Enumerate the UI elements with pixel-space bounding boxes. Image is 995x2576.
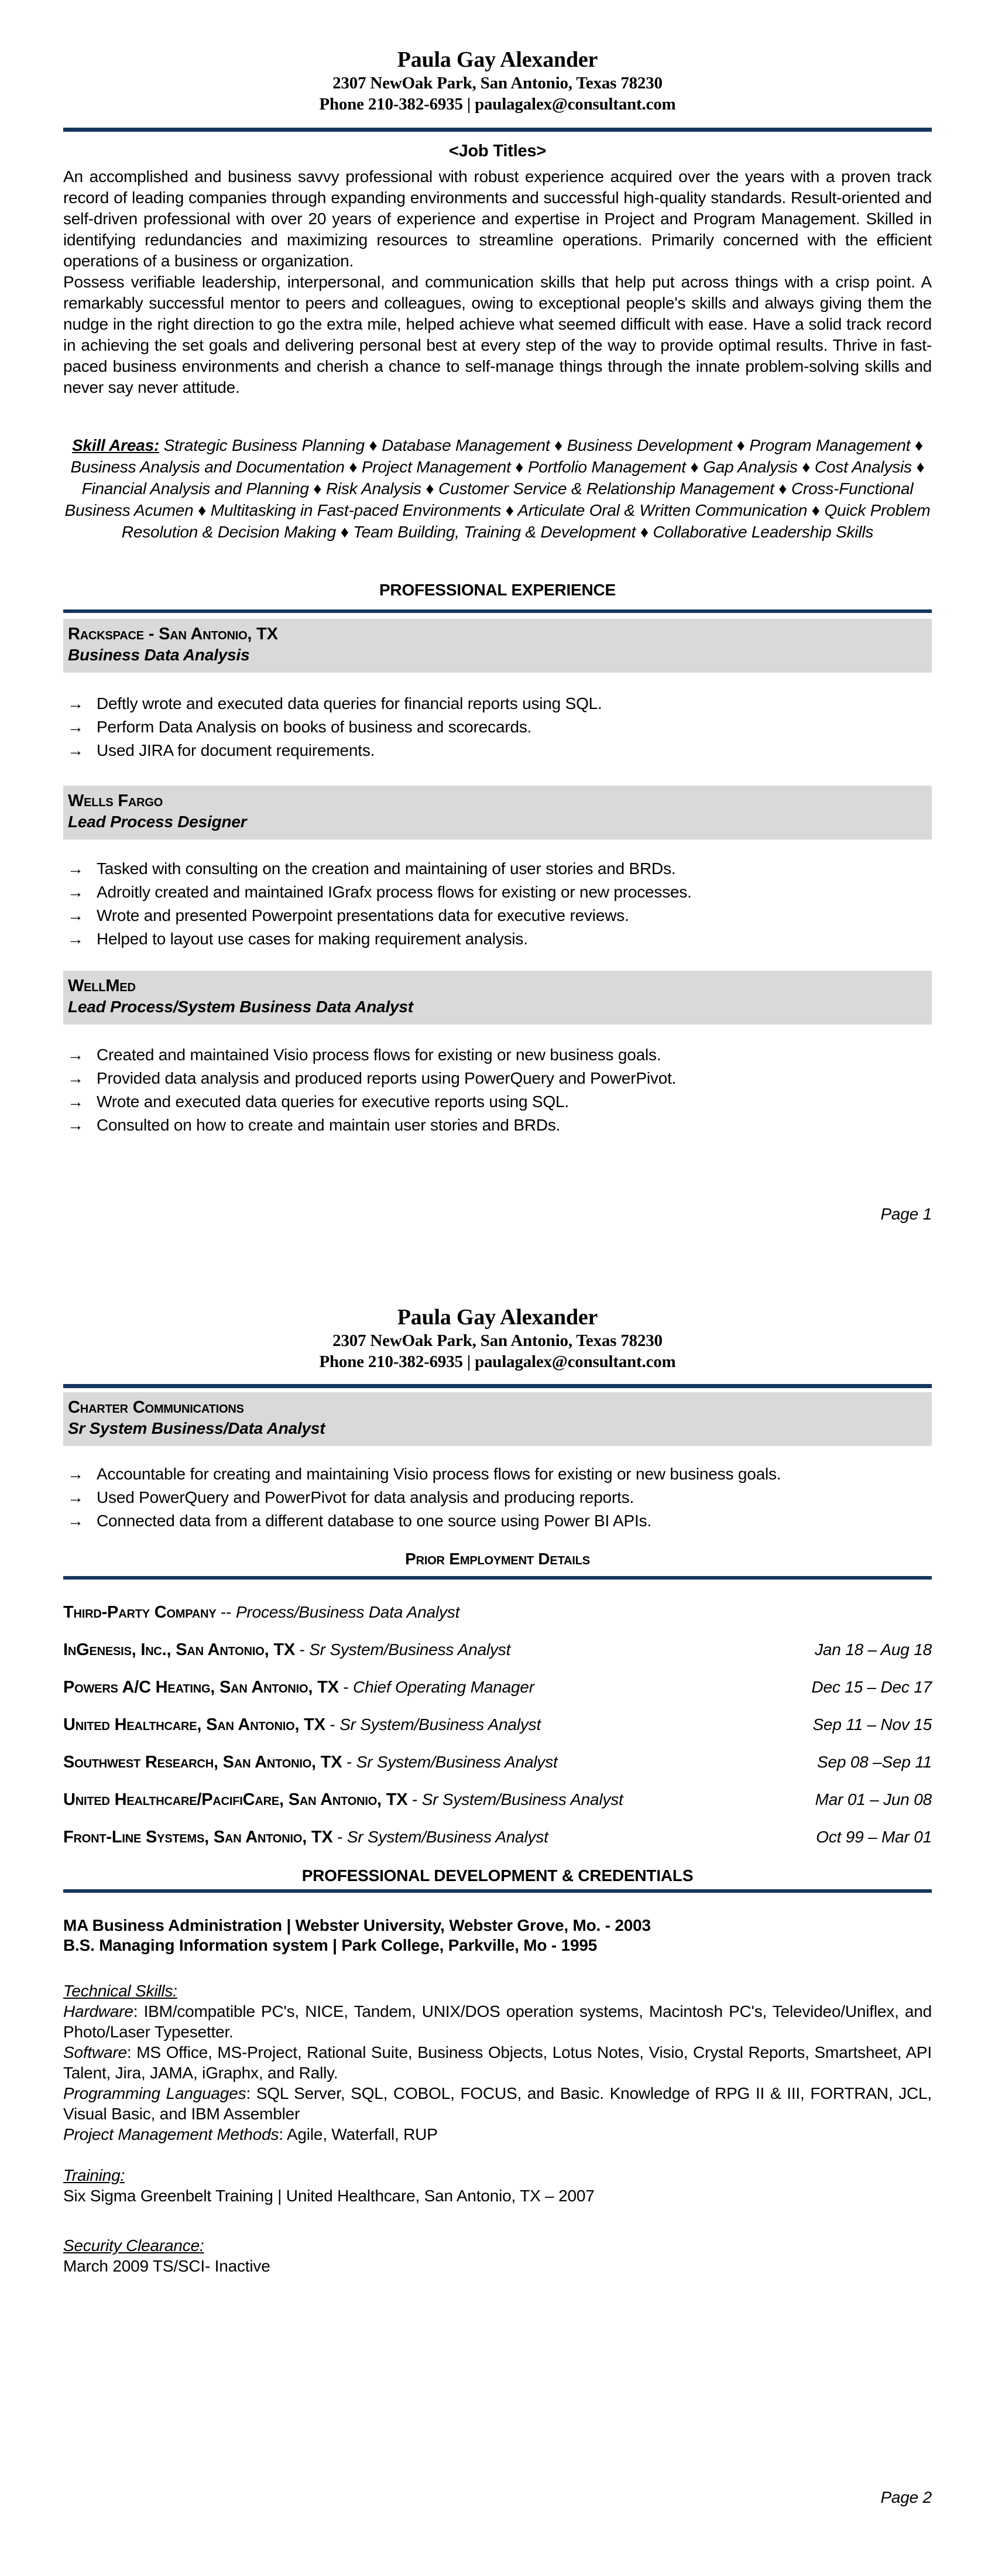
prior-title: Sr System/Business Analyst bbox=[346, 1828, 548, 1846]
bullet-item bbox=[67, 1509, 932, 1533]
bullet-text: Used JIRA for document requirements. bbox=[97, 741, 375, 759]
bullet-text: Accountable for creating and maintaining Visio process flows for existing or new business goals. bbox=[97, 1465, 781, 1483]
arrow-bullet-icon: → bbox=[67, 1092, 84, 1111]
prior-title: Sr System/Business Analyst bbox=[356, 1753, 558, 1771]
bullet-text: Created and maintained Visio process flows for existing or new business goals. bbox=[97, 1046, 661, 1064]
prior-separator: - bbox=[407, 1790, 422, 1808]
job-bullets-wells-fargo bbox=[67, 857, 932, 951]
prior-company: United Healthcare/PacifiCare, San Antonio, TX bbox=[63, 1790, 408, 1809]
candidate-address: 2307 NewOak Park, San Antonio, Texas 78230 bbox=[332, 1331, 663, 1350]
hardware-text: : IBM/compatible PC's, NICE, Tandem, UNIX/DOS operation systems, Macintosh PC's, Televideo/Uniflex, and Photo/Laser Typesetter. bbox=[63, 2002, 932, 2041]
job-block-wellmed bbox=[63, 971, 932, 1025]
prior-dates: Dec 15 – Dec 17 bbox=[811, 1678, 932, 1696]
section-rule-professional-experience bbox=[63, 609, 932, 613]
job-title: Lead Process/System Business Data Analyst bbox=[68, 998, 413, 1016]
security-clearance-line: March 2009 TS/SCI- Inactive bbox=[63, 2257, 270, 2275]
prior-title: Sr System/Business Analyst bbox=[309, 1640, 511, 1659]
job-block-charter bbox=[63, 1392, 932, 1446]
prior-dates: Jan 18 – Aug 18 bbox=[815, 1640, 932, 1659]
bullet-item bbox=[67, 1067, 932, 1090]
software-line bbox=[63, 2042, 932, 2083]
arrow-bullet-icon: → bbox=[67, 741, 84, 759]
bullet-text: Connected data from a different database to one source using Power BI APIs. bbox=[97, 1512, 651, 1530]
section-prior-employment: Prior Employment Details bbox=[405, 1550, 590, 1568]
bullet-item bbox=[67, 1043, 932, 1067]
arrow-bullet-icon: → bbox=[67, 1465, 84, 1483]
bullet-item bbox=[67, 1462, 932, 1486]
bullet-text: Consulted on how to create and maintain user stories and BRDs. bbox=[97, 1116, 561, 1134]
candidate-address: 2307 NewOak Park, San Antonio, Texas 78230 bbox=[332, 74, 663, 93]
prior-title: Process/Business Data Analyst bbox=[235, 1603, 460, 1621]
skill-areas-text: Strategic Business Planning ♦ Database Management ♦ Business Development ♦ Program Management ♦ Business Analysis and Documentation ♦ Project Management ♦ Portfolio Management ♦ Gap Analysis ♦ Cost Analysis ♦ Financial Analysis and Planning ♦ Risk Analysis ♦ Customer Service & Relationship Management ♦ Cross-Functional Business Acumen ♦ Multitasking in Fast-paced Environments ♦ Articulate Oral & Written Communication ♦ Quick Problem Resolution & Decision Making ♦ Team Building, Training & Development ♦ Collaborative Leadership Skills bbox=[64, 436, 931, 541]
prior-row bbox=[63, 1602, 932, 1639]
training-heading: Training: bbox=[63, 2166, 125, 2184]
education-block bbox=[63, 1916, 932, 1955]
bullet-text: Tasked with consulting on the creation and maintaining of user stories and BRDs. bbox=[97, 859, 676, 878]
programming-line bbox=[63, 2083, 932, 2124]
bullet-text: Adroitly created and maintained IGrafx process flows for existing or new processes. bbox=[97, 883, 692, 901]
section-rule-prior-employment bbox=[63, 1576, 932, 1580]
pm-methods-label: Project Management Methods bbox=[63, 2125, 279, 2143]
prior-company: Powers A/C Heating, San Antonio, TX bbox=[63, 1678, 339, 1697]
training-block bbox=[63, 2165, 932, 2206]
bullet-item bbox=[67, 1114, 932, 1137]
education-line-bs: B.S. Managing Information system | Park College, Parkville, Mo - 1995 bbox=[63, 1936, 598, 1954]
bullet-text: Wrote and executed data queries for executive reports using SQL. bbox=[97, 1092, 569, 1111]
prior-dates: Sep 11 – Nov 15 bbox=[812, 1715, 932, 1734]
job-company: Rackspace - San Antonio, TX bbox=[68, 625, 278, 643]
arrow-bullet-icon: → bbox=[67, 718, 84, 736]
section-professional-experience: PROFESSIONAL EXPERIENCE bbox=[379, 581, 616, 599]
job-bullets-charter bbox=[67, 1462, 932, 1533]
bullet-text: Used PowerQuery and PowerPivot for data analysis and producing reports. bbox=[97, 1488, 634, 1506]
arrow-bullet-icon: → bbox=[67, 930, 84, 948]
arrow-bullet-icon: → bbox=[67, 1488, 84, 1506]
bullet-item bbox=[67, 715, 932, 739]
prior-separator: - bbox=[325, 1715, 340, 1734]
candidate-name: Paula Gay Alexander bbox=[397, 1305, 598, 1330]
prior-employment-list bbox=[63, 1602, 932, 1864]
bullet-item bbox=[67, 927, 932, 951]
prior-company: Third-Party Company bbox=[63, 1603, 217, 1622]
arrow-bullet-icon: → bbox=[67, 1046, 84, 1064]
summary-paragraph-2: Possess verifiable leadership, interpersonal, and communication skills that help put across things with a crisp point. A remarkably successful mentor to peers and colleagues, owing to exceptional people's skills and always giving them the nudge in the right direction to go the extra mile, helped achieve what seemed difficult with ease. Have a solid track record in achieving the set goals and delivering personal best at every step of the way to provide optimal results. Thrive in fast-paced business environments and cherish a chance to self-manage things through the innate problem-solving skills and never say never attitude. bbox=[63, 273, 932, 396]
hardware-line bbox=[63, 2001, 932, 2042]
software-text: : MS Office, MS-Project, Rational Suite, Business Objects, Lotus Notes, Visio, Crystal Reports, Smartsheet, API Talent, Jira, JAMA, iGraphx, and Rally. bbox=[63, 2043, 932, 2082]
prior-separator: -- bbox=[216, 1603, 236, 1621]
pm-methods-line bbox=[63, 2124, 932, 2145]
skill-areas-label: Skill Areas: bbox=[72, 436, 160, 454]
prior-title: Sr System/Business Analyst bbox=[339, 1715, 541, 1734]
prior-row bbox=[63, 1714, 932, 1752]
page1-footer: Page 1 bbox=[880, 1205, 932, 1223]
bullet-item bbox=[67, 904, 932, 927]
bullet-text: Deftly wrote and executed data queries for financial reports using SQL. bbox=[97, 694, 602, 712]
prior-dates: Oct 99 – Mar 01 bbox=[816, 1828, 932, 1846]
arrow-bullet-icon: → bbox=[67, 906, 84, 924]
prior-row bbox=[63, 1752, 932, 1789]
prior-row bbox=[63, 1639, 932, 1677]
job-company: WellMed bbox=[68, 977, 136, 995]
job-title: Sr System Business/Data Analyst bbox=[68, 1419, 325, 1437]
technical-skills-block bbox=[63, 1981, 932, 2145]
bullet-text: Wrote and presented Powerpoint presentations data for executive reviews. bbox=[97, 906, 629, 924]
bullet-item bbox=[67, 881, 932, 904]
prior-company: Southwest Research, San Antonio, TX bbox=[63, 1753, 342, 1772]
candidate-contact: Phone 210-382-6935 | paulagalex@consultant.com bbox=[319, 95, 676, 114]
job-block-wells-fargo bbox=[63, 786, 932, 840]
arrow-bullet-icon: → bbox=[67, 883, 84, 901]
prior-title: Chief Operating Manager bbox=[353, 1678, 534, 1696]
prior-dates: Sep 08 –Sep 11 bbox=[817, 1753, 932, 1771]
job-block-rackspace bbox=[63, 619, 932, 673]
prior-company: United Healthcare, San Antonio, TX bbox=[63, 1715, 325, 1734]
page1-header bbox=[63, 47, 932, 115]
arrow-bullet-icon: → bbox=[67, 859, 84, 878]
prior-company: InGenesis, Inc., San Antonio, TX bbox=[63, 1640, 295, 1659]
prior-row bbox=[63, 1789, 932, 1827]
prior-separator: - bbox=[332, 1828, 347, 1846]
bullet-text: Helped to layout use cases for making requirement analysis. bbox=[97, 930, 528, 948]
prior-separator: - bbox=[342, 1753, 356, 1771]
bullet-item bbox=[67, 739, 932, 762]
prior-separator: - bbox=[294, 1640, 310, 1659]
bullet-item bbox=[67, 1486, 932, 1509]
header-rule bbox=[63, 128, 932, 132]
software-label: Software bbox=[63, 2043, 127, 2061]
bullet-item bbox=[67, 692, 932, 715]
job-company: Charter Communications bbox=[68, 1398, 244, 1417]
bullet-item bbox=[67, 1090, 932, 1114]
education-line-ma: MA Business Administration | Webster University, Webster Grove, Mo. - 2003 bbox=[63, 1916, 651, 1934]
programming-text: : SQL Server, SQL, COBOL, FOCUS, and Basic. Knowledge of RPG II & III, FORTRAN, JCL, Visual Basic, and IBM Assembler bbox=[63, 2084, 932, 2123]
bullet-item bbox=[67, 857, 932, 881]
job-bullets-wellmed bbox=[67, 1043, 932, 1137]
job-company: Wells Fargo bbox=[68, 792, 163, 810]
candidate-name: Paula Gay Alexander bbox=[397, 47, 598, 72]
arrow-bullet-icon: → bbox=[67, 1116, 84, 1134]
section-rule-development bbox=[63, 1889, 932, 1893]
hardware-label: Hardware bbox=[63, 2002, 133, 2020]
summary-paragraph-1: An accomplished and business savvy professional with robust experience acquired over the years with a proven track record of leading companies through expanding environments and successful high-quality standards. Result-oriented and self-driven professional with over 20 years of experience and expertise in Project and Program Management. Skilled in identifying redundancies and maximizing resources to streamline operations. Primarily concerned with the efficient operations of a business or organization. bbox=[63, 167, 932, 270]
prior-row bbox=[63, 1827, 932, 1864]
bullet-text: Perform Data Analysis on books of business and scorecards. bbox=[97, 718, 532, 736]
pm-methods-text: : Agile, Waterfall, RUP bbox=[279, 2125, 438, 2143]
summary-block bbox=[63, 166, 932, 398]
prior-dates: Mar 01 – Jun 08 bbox=[815, 1790, 932, 1808]
page2-footer: Page 2 bbox=[880, 2488, 932, 2506]
arrow-bullet-icon: → bbox=[67, 1069, 84, 1087]
security-clearance-block bbox=[63, 2235, 932, 2276]
section-development-credentials: PROFESSIONAL DEVELOPMENT & CREDENTIALS bbox=[301, 1866, 694, 1885]
arrow-bullet-icon: → bbox=[67, 1512, 84, 1530]
candidate-contact: Phone 210-382-6935 | paulagalex@consultant.com bbox=[319, 1352, 676, 1371]
prior-company: Front-Line Systems, San Antonio, TX bbox=[63, 1828, 333, 1847]
security-clearance-heading: Security Clearance: bbox=[63, 2236, 204, 2255]
technical-skills-heading: Technical Skills: bbox=[63, 1982, 177, 2000]
header-rule-page2 bbox=[63, 1384, 932, 1388]
training-line: Six Sigma Greenbelt Training | United Healthcare, San Antonio, TX – 2007 bbox=[63, 2187, 595, 2205]
prior-separator: - bbox=[338, 1678, 354, 1696]
page2-header bbox=[63, 1304, 932, 1372]
programming-label: Programming Languages bbox=[63, 2084, 246, 2102]
arrow-bullet-icon: → bbox=[67, 694, 84, 712]
prior-row bbox=[63, 1677, 932, 1714]
job-bullets-rackspace bbox=[67, 692, 932, 762]
bullet-text: Provided data analysis and produced reports using PowerQuery and PowerPivot. bbox=[97, 1069, 677, 1087]
job-title: Business Data Analysis bbox=[68, 646, 250, 664]
skill-areas-block bbox=[63, 434, 932, 543]
job-titles-heading: <Job Titles> bbox=[448, 142, 547, 160]
prior-title: Sr System/Business Analyst bbox=[421, 1790, 623, 1808]
job-title: Lead Process Designer bbox=[68, 813, 247, 831]
